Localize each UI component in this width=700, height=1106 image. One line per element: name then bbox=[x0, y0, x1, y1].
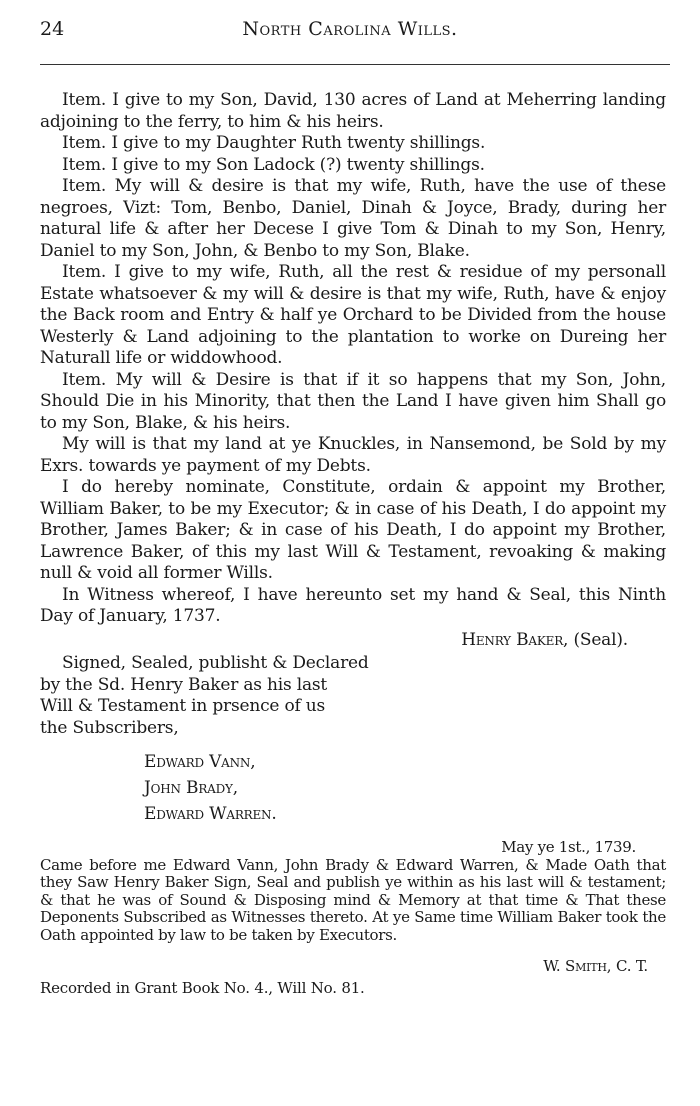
clerk-signature: W. Smith, C. T. bbox=[543, 957, 648, 975]
recording-note: Recorded in Grant Book No. 4., Will No. 81. bbox=[40, 978, 365, 997]
paragraph: Item. My will & Desire is that if it so happens that my Son, John, Should Die in his Minority, that then the Land I have given him Shall go to my Son, Blake, & his heirs. bbox=[40, 369, 666, 433]
probate-note bbox=[40, 839, 666, 944]
testator-name: Henry Baker bbox=[461, 629, 564, 650]
paragraph: Item. I give to my Daughter Ruth twenty shillings. bbox=[62, 133, 486, 153]
paragraph: My will is that my land at ye Knuckles, in Nansemond, be Sold by my Exrs. towards ye payment of my Debts. bbox=[40, 434, 666, 476]
will-text bbox=[40, 90, 666, 999]
page-number: 24 bbox=[40, 18, 65, 40]
witness-name: John Brady, bbox=[144, 778, 238, 798]
page-header bbox=[0, 18, 700, 48]
running-title: North Carolina Wills. bbox=[242, 18, 458, 40]
attestation-clause bbox=[40, 653, 412, 739]
witness-name: Edward Vann, bbox=[144, 752, 256, 772]
seal-mark: , (Seal). bbox=[563, 629, 628, 650]
header-rule bbox=[40, 64, 670, 65]
attestation-line: Will & Testament in prsence of us bbox=[40, 696, 326, 716]
probate-date: May ye 1st., 1739. bbox=[501, 838, 636, 856]
testator-signature bbox=[40, 630, 666, 652]
probate-text: Came before me Edward Vann, John Brady & Edward Warren, & Made Oath that they Saw Henry Baker Sign, Seal and publish ye within as his last will & testament; & that he was of Sound & Disposing mind & Memory at that time & That these Deponents Subscribed as Witnesses thereto. At ye Same time William Baker took the Oath appointed by law to be taken by Executors. bbox=[40, 855, 666, 944]
paragraph: In Witness whereof, I have hereunto set my hand & Seal, this Ninth Day of January, 1737. bbox=[40, 584, 666, 626]
attestation-line: the Subscribers, bbox=[40, 717, 179, 738]
witness-name: Edward Warren. bbox=[144, 804, 277, 824]
paragraph: Item. I give to my Son Ladock (?) twenty shillings. bbox=[62, 154, 485, 175]
attestation-line: Signed, Sealed, publisht & Declared bbox=[62, 653, 369, 673]
paragraph: Item. I give to my Son, David, 130 acres of Land at Meherring landing adjoining to the ferry, to him & his heirs. bbox=[40, 90, 666, 132]
attestation-line: by the Sd. Henry Baker as his last bbox=[40, 674, 328, 695]
paragraph: I do hereby nominate, Constitute, ordain & appoint my Brother, William Baker, to be my Executor; & in case of his Death, I do appoint my Brother, James Baker; & in case of his Death, I do appoint my Brother, Lawrence Baker, of this my last Will & Testament, revoaking & making null & void all former Wills. bbox=[40, 477, 666, 583]
witness-list bbox=[40, 749, 666, 827]
paragraph: Item. I give to my wife, Ruth, all the rest & residue of my personall Estate whatsoever & my will & desire is that my wife, Ruth, have & enjoy the Back room and Entry & half ye Orchard to be Divided from the house Westerly & Land adjoining to the plantation to worke on Dureing her Naturall life or widdowhood. bbox=[40, 262, 666, 368]
paragraph: Item. My will & desire is that my wife, Ruth, have the use of these negroes, Vizt: Tom, Benbo, Daniel, Dinah & Joyce, Brady, during her natural life & after her Decese I give Tom & Dinah to my Son, Henry, Daniel to my Son, John, & Benbo to my Son, Blake. bbox=[40, 176, 666, 261]
